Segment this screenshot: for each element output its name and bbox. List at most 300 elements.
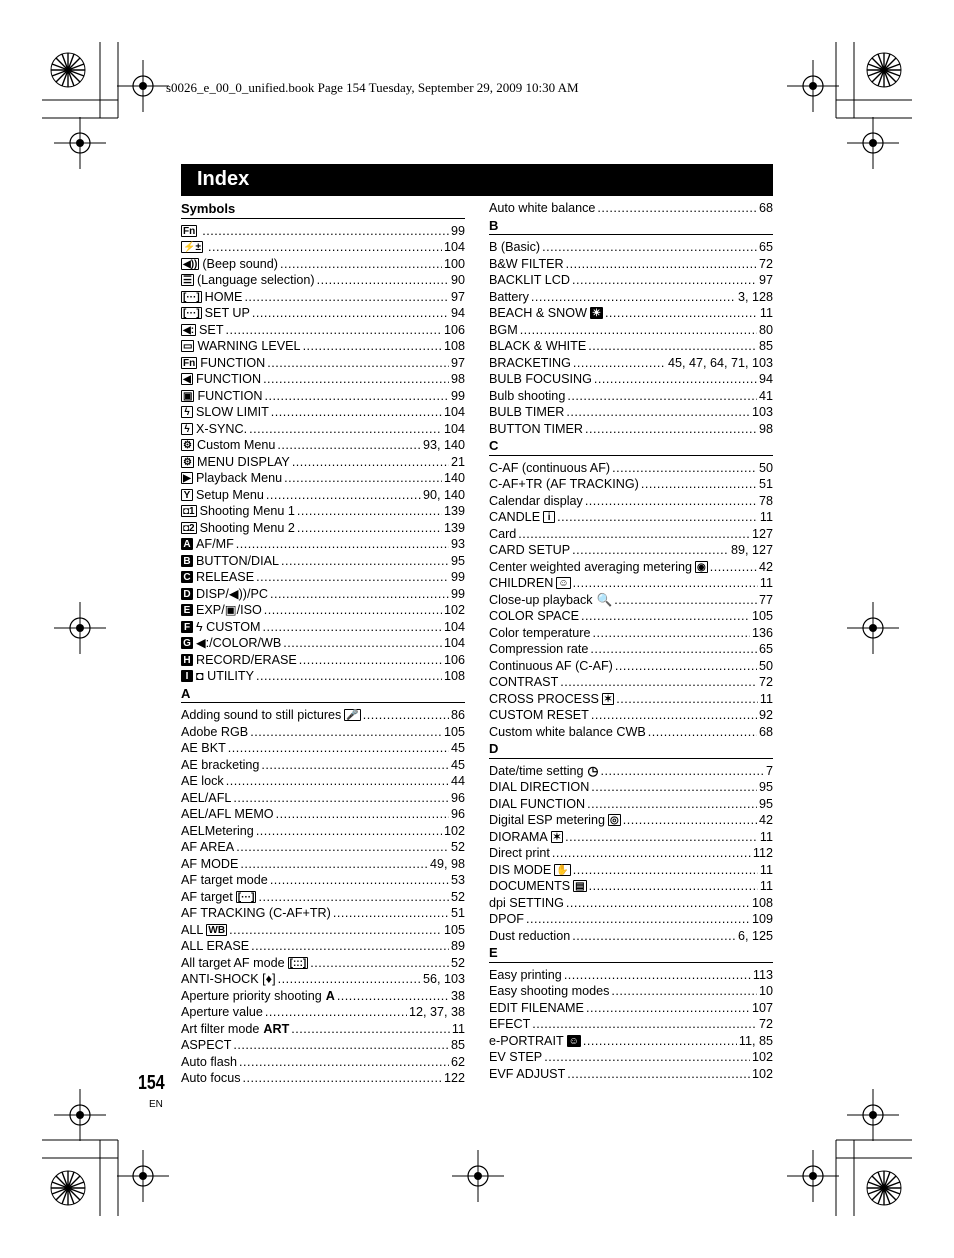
index-entry-label: Calendar display bbox=[489, 493, 583, 508]
index-entry bbox=[489, 862, 773, 879]
index-entry-label: ◘ UTILITY bbox=[196, 669, 254, 683]
index-entry bbox=[181, 635, 465, 652]
index-entry-term bbox=[489, 967, 562, 984]
index-entry-page: 104 bbox=[443, 619, 465, 634]
index-entry bbox=[489, 404, 773, 421]
index-entry-term bbox=[489, 200, 595, 217]
dot-leader bbox=[226, 773, 449, 790]
index-entry-term bbox=[489, 829, 563, 846]
index-entry-term bbox=[181, 553, 279, 570]
index-entry-label: ANTI-SHOCK [♦] bbox=[181, 972, 276, 986]
index-entry-term bbox=[181, 955, 308, 972]
index-entry-page: 52 bbox=[450, 889, 465, 904]
index-entry-term bbox=[489, 911, 524, 928]
dot-leader bbox=[229, 922, 442, 939]
index-entry-term bbox=[181, 905, 331, 922]
index-entry bbox=[181, 724, 465, 741]
dot-leader bbox=[291, 1021, 450, 1038]
index-entry-term bbox=[181, 1054, 237, 1071]
index-entry-page: 7 bbox=[765, 763, 773, 778]
index-entry-label: AF TRACKING (C-AF+TR) bbox=[181, 906, 331, 920]
index-entry-term bbox=[181, 740, 226, 757]
index-entry-label: BULB FOCUSING bbox=[489, 372, 592, 386]
index-entry-label: CARD SETUP bbox=[489, 543, 571, 557]
index-entry-page: 113 bbox=[752, 967, 773, 982]
index-entry-term bbox=[181, 839, 234, 856]
index-entry-page: 99 bbox=[450, 586, 465, 601]
dial-icon: ▣ bbox=[183, 390, 193, 402]
dot-leader bbox=[565, 829, 758, 846]
flash-compensation-icon: ⚡± bbox=[183, 242, 201, 254]
index-entry-page: 102 bbox=[751, 1066, 773, 1081]
dot-leader bbox=[299, 652, 442, 669]
dot-leader bbox=[572, 928, 736, 945]
index-entry-page: 77 bbox=[758, 592, 773, 607]
language-icon: ☰ bbox=[183, 275, 192, 287]
index-entry bbox=[489, 674, 773, 691]
tab-f-icon: F bbox=[181, 621, 193, 633]
index-entry-term bbox=[181, 272, 315, 289]
dot-leader bbox=[337, 988, 449, 1005]
dot-leader bbox=[243, 1070, 442, 1087]
tab-b-icon: B bbox=[181, 555, 193, 567]
index-entry-page: 11 bbox=[759, 862, 773, 877]
dot-leader bbox=[710, 559, 757, 576]
index-entry-term bbox=[489, 256, 564, 273]
index-entry-label: Center weighted averaging metering bbox=[489, 559, 693, 574]
index-entry-term bbox=[489, 608, 579, 625]
index-entry-term bbox=[489, 1016, 530, 1033]
index-entry-page: 100 bbox=[443, 256, 465, 271]
index-section-heading: E bbox=[489, 945, 773, 963]
index-entry bbox=[489, 421, 773, 438]
index-entry-page: 94 bbox=[758, 372, 773, 386]
index-entry bbox=[181, 586, 465, 603]
index-entry-page: 21 bbox=[450, 454, 465, 469]
dot-leader bbox=[572, 542, 729, 559]
dot-leader bbox=[586, 1000, 750, 1017]
index-entry bbox=[181, 355, 465, 372]
index-entry-label: Direct print bbox=[489, 846, 550, 860]
index-entry-label: BLACK & WHITE bbox=[489, 339, 587, 353]
index-entry bbox=[181, 305, 465, 322]
index-entry-label: Easy printing bbox=[489, 967, 562, 982]
index-entry-page: 90 bbox=[450, 273, 465, 287]
index-entry-term bbox=[489, 983, 609, 1000]
esp-metering-icon: ◎ bbox=[609, 815, 619, 827]
index-entry-term bbox=[181, 823, 254, 840]
dot-leader bbox=[526, 911, 750, 928]
index-entry-label: Shooting Menu 1 bbox=[199, 504, 295, 518]
index-entry-term bbox=[489, 542, 570, 559]
dot-leader bbox=[573, 355, 666, 372]
index-entry-term bbox=[181, 421, 247, 438]
index-entry-page: 106 bbox=[443, 652, 465, 667]
index-entry-page: 107 bbox=[751, 1000, 773, 1015]
index-entry bbox=[181, 740, 465, 757]
dot-leader bbox=[265, 1004, 407, 1021]
index-entry-page: 80 bbox=[758, 322, 773, 337]
index-entry-page: 99 bbox=[450, 570, 465, 584]
index-entry-term bbox=[489, 707, 589, 724]
dot-leader bbox=[228, 740, 449, 757]
index-entry-page: 105 bbox=[443, 922, 465, 937]
dot-leader bbox=[256, 668, 442, 685]
index-entry bbox=[181, 823, 465, 840]
tab-a-icon: A bbox=[181, 538, 193, 550]
index-entry-term bbox=[489, 460, 610, 477]
page-number: 154 bbox=[138, 1072, 165, 1094]
index-entry-label: RELEASE bbox=[196, 570, 255, 584]
index-entry-label: C-AF (continuous AF) bbox=[489, 460, 611, 475]
index-entry-label: Digital ESP metering bbox=[489, 813, 605, 827]
index-entry-term bbox=[489, 371, 592, 388]
index-entry-term bbox=[489, 674, 558, 691]
index-entry-label: Shooting Menu 2 bbox=[199, 520, 295, 535]
index-entry bbox=[489, 239, 773, 256]
index-entry-term bbox=[181, 1070, 241, 1087]
index-entry-page: 53 bbox=[450, 873, 465, 887]
dot-leader bbox=[240, 856, 428, 873]
index-entry-label: DIAL DIRECTION bbox=[489, 780, 590, 794]
index-entry-page: 56, 103 bbox=[422, 972, 465, 986]
index-entry-term bbox=[181, 536, 234, 553]
index-entry-page: 97 bbox=[450, 289, 465, 304]
index-entry-page: 11 bbox=[451, 1021, 465, 1036]
index-entry-label: Dust reduction bbox=[489, 928, 571, 943]
index-entry-label: EDIT FILENAME bbox=[489, 1000, 584, 1015]
index-entry bbox=[489, 305, 773, 322]
dot-leader bbox=[202, 223, 449, 240]
index-entry-page: 97 bbox=[758, 273, 773, 287]
dot-leader bbox=[263, 619, 442, 636]
index-entry bbox=[181, 1054, 465, 1071]
index-entry bbox=[489, 460, 773, 477]
index-entry-label: ALL ERASE bbox=[181, 939, 250, 953]
index-entry-term bbox=[489, 895, 564, 912]
index-entry-page: 65 bbox=[758, 240, 773, 254]
index-entry-page: 140 bbox=[443, 471, 465, 485]
index-entry-term bbox=[489, 763, 599, 780]
index-entry-page: 65 bbox=[758, 642, 773, 656]
index-entry-term bbox=[181, 569, 254, 586]
dot-leader bbox=[277, 437, 421, 454]
dot-leader bbox=[573, 575, 758, 592]
index-entry-term bbox=[489, 404, 564, 421]
index-entry-term bbox=[181, 305, 250, 322]
index-entry-term bbox=[489, 625, 591, 642]
index-entry bbox=[181, 272, 465, 289]
index-entry-label: COLOR SPACE bbox=[489, 609, 580, 623]
dot-leader bbox=[280, 256, 442, 273]
dot-leader bbox=[587, 796, 757, 813]
index-entry-term bbox=[489, 812, 621, 829]
index-entry-term bbox=[489, 575, 571, 592]
index-entry-term bbox=[489, 338, 586, 355]
index-entry-page: 42 bbox=[758, 813, 773, 827]
dot-leader bbox=[263, 371, 449, 388]
diorama-icon: ✶ bbox=[552, 831, 562, 843]
index-entry-label: X-SYNC. bbox=[196, 421, 248, 436]
index-entry-page: 112 bbox=[752, 846, 773, 860]
index-entry-term bbox=[181, 971, 276, 988]
index-entry-term bbox=[181, 388, 263, 405]
dot-leader bbox=[317, 272, 449, 289]
index-entry-page: 93 bbox=[450, 537, 465, 551]
index-entry-term bbox=[181, 988, 335, 1005]
index-entry-term bbox=[489, 355, 571, 372]
dot-leader bbox=[297, 520, 442, 537]
index-entry bbox=[181, 1004, 465, 1021]
index-entry-page: 11 bbox=[759, 829, 773, 844]
index-entry-label: Card bbox=[489, 526, 517, 541]
index-entry-page: 50 bbox=[758, 460, 773, 475]
index-entry-label: HOME bbox=[204, 289, 243, 304]
dot-leader bbox=[239, 1054, 449, 1071]
index-entry-label: DOCUMENTS bbox=[489, 879, 571, 893]
index-entry-page: 99 bbox=[450, 388, 465, 403]
index-entry-label: AEL/AFL MEMO bbox=[181, 807, 274, 821]
index-entry-term bbox=[181, 322, 224, 339]
index-entry bbox=[181, 707, 465, 724]
index-entry-label: EFECT bbox=[489, 1017, 531, 1031]
index-entry bbox=[489, 724, 773, 741]
index-entry bbox=[489, 526, 773, 543]
center-weighted-icon: ◉ bbox=[697, 561, 706, 573]
cross-process-icon: ✶ bbox=[603, 693, 613, 705]
index-entry-label: AEL/AFL bbox=[181, 790, 232, 805]
all-target-icon: [:::] bbox=[289, 957, 307, 969]
index-entry-label: CUSTOM RESET bbox=[489, 708, 589, 722]
dot-leader bbox=[276, 806, 449, 823]
dot-leader bbox=[265, 388, 449, 405]
index-entry bbox=[181, 668, 465, 685]
index-entry bbox=[181, 1070, 465, 1087]
index-entry-page: 41 bbox=[758, 388, 773, 403]
index-entry-page: 98 bbox=[758, 421, 773, 436]
index-entry-page: 96 bbox=[450, 807, 465, 821]
index-entry bbox=[181, 520, 465, 537]
flash-icon: ϟ bbox=[181, 423, 193, 435]
index-column-right bbox=[489, 200, 773, 1082]
index-entry-label: DIORAMA bbox=[489, 829, 548, 844]
index-entry bbox=[181, 322, 465, 339]
index-entry-label: BUTTON/DIAL bbox=[196, 553, 280, 568]
index-entry bbox=[489, 845, 773, 862]
index-entry-term bbox=[181, 889, 256, 906]
index-entry bbox=[181, 806, 465, 823]
index-entry-term bbox=[181, 1004, 263, 1021]
tab-g-icon: G bbox=[181, 637, 193, 649]
dis-mode-icon: ✋ bbox=[556, 864, 569, 876]
index-entry-label: FUNCTION bbox=[200, 355, 266, 370]
index-entry-term bbox=[181, 602, 262, 619]
dot-leader bbox=[648, 724, 757, 741]
index-entry-page: 44 bbox=[450, 774, 465, 788]
documents-icon: ▤ bbox=[575, 881, 585, 893]
file-info-header: s0026_e_00_0_unified.book Page 154 Tuesday, September 29, 2009 10:30 AM bbox=[166, 80, 579, 95]
index-entry-label: ϟ CUSTOM bbox=[196, 619, 261, 634]
index-entry-page: 95 bbox=[758, 796, 773, 811]
index-entry-label: Aperture value bbox=[181, 1005, 263, 1019]
index-entry-label: BACKLIT LCD bbox=[489, 273, 570, 287]
index-entry-term bbox=[181, 223, 200, 240]
index-entry bbox=[181, 503, 465, 520]
index-entry-label: BRACKETING bbox=[489, 355, 571, 370]
dot-leader bbox=[591, 779, 757, 796]
index-entry-page: 89 bbox=[450, 939, 465, 953]
dot-leader bbox=[531, 289, 736, 306]
dot-leader bbox=[292, 454, 449, 471]
dot-leader bbox=[597, 200, 757, 217]
index-entry bbox=[181, 773, 465, 790]
index-entry bbox=[181, 602, 465, 619]
index-entry-label: Battery bbox=[489, 289, 529, 304]
tab-h-icon: H bbox=[181, 654, 193, 666]
index-entry-page: 96 bbox=[450, 790, 465, 805]
index-entry bbox=[489, 895, 773, 912]
index-entry bbox=[489, 476, 773, 493]
index-entry bbox=[181, 856, 465, 873]
index-entry-term bbox=[181, 289, 242, 306]
dot-leader bbox=[615, 658, 757, 675]
index-entry-page: 92 bbox=[758, 708, 773, 722]
index-entry-term bbox=[181, 922, 227, 939]
index-entry-label: Continuous AF (C-AF) bbox=[489, 658, 613, 673]
index-entry bbox=[181, 1037, 465, 1054]
index-title-bar bbox=[181, 164, 773, 196]
index-entry-label: Close-up playback bbox=[489, 592, 593, 607]
dot-leader bbox=[208, 239, 442, 256]
wb-all-icon: WB bbox=[208, 924, 226, 936]
dot-leader bbox=[252, 305, 449, 322]
index-entry-page: 104 bbox=[443, 421, 465, 436]
index-entry-term bbox=[489, 272, 570, 289]
index-entry-page: 52 bbox=[450, 955, 465, 970]
index-entry bbox=[489, 542, 773, 559]
index-entry bbox=[181, 289, 465, 306]
index-entry-label: WARNING LEVEL bbox=[197, 339, 301, 353]
index-entry-label: Date/time setting bbox=[489, 763, 584, 778]
index-entry bbox=[489, 289, 773, 306]
index-entry-term bbox=[489, 421, 583, 438]
dot-leader bbox=[256, 569, 449, 586]
index-entry-term bbox=[181, 520, 295, 537]
index-entry bbox=[489, 707, 773, 724]
index-entry-term bbox=[489, 476, 639, 493]
index-entry bbox=[181, 470, 465, 487]
index-entry bbox=[181, 757, 465, 774]
index-entry bbox=[489, 983, 773, 1000]
left-button-icon: ◀ bbox=[181, 373, 193, 385]
index-entry bbox=[489, 322, 773, 339]
index-entry bbox=[181, 938, 465, 955]
dot-leader bbox=[244, 289, 449, 306]
index-entry-label: Aperture priority shooting bbox=[181, 988, 322, 1003]
index-entry bbox=[181, 619, 465, 636]
dot-leader bbox=[266, 487, 421, 504]
index-entry-page: 94 bbox=[450, 306, 465, 320]
magnifier-icon: 🔍 bbox=[596, 592, 613, 607]
dot-leader bbox=[270, 872, 449, 889]
index-entry-term bbox=[489, 724, 646, 741]
index-entry-page: 102 bbox=[751, 1050, 773, 1064]
index-entry-label: All target AF mode bbox=[181, 955, 285, 970]
dot-leader bbox=[283, 635, 442, 652]
index-entry bbox=[489, 658, 773, 675]
index-entry bbox=[489, 355, 773, 372]
index-entry bbox=[489, 967, 773, 984]
index-entry bbox=[489, 928, 773, 945]
index-entry-page: 45, 47, 64, 71, 103 bbox=[667, 355, 773, 370]
index-entry-term bbox=[181, 619, 261, 636]
index-entry bbox=[489, 625, 773, 642]
index-entry-label: AF AREA bbox=[181, 840, 235, 854]
index-section-heading: D bbox=[489, 741, 773, 759]
dot-leader bbox=[594, 371, 757, 388]
index-entry-page: 90, 140 bbox=[422, 487, 465, 502]
children-icon: ☺ bbox=[558, 578, 569, 590]
index-entry-term bbox=[181, 586, 268, 603]
dot-leader bbox=[256, 823, 442, 840]
dot-leader bbox=[566, 404, 750, 421]
index-entry-term bbox=[489, 845, 550, 862]
index-entry bbox=[181, 652, 465, 669]
index-entry-page: 11, 85 bbox=[738, 1033, 773, 1048]
dot-leader bbox=[261, 757, 449, 774]
index-entry-page: 86 bbox=[450, 708, 465, 722]
dot-leader bbox=[333, 905, 449, 922]
index-entry bbox=[181, 256, 465, 273]
index-entry bbox=[489, 1066, 773, 1083]
index-entry-term bbox=[181, 454, 290, 471]
index-entry-term bbox=[489, 796, 585, 813]
index-entry-page: 45 bbox=[450, 757, 465, 772]
index-entry-label: Auto flash bbox=[181, 1054, 238, 1069]
beep-sound-icon: ◀)) bbox=[183, 258, 198, 270]
index-entry-page: 127 bbox=[751, 526, 773, 541]
index-entry-label: Adding sound to still pictures bbox=[181, 708, 342, 722]
dot-leader bbox=[264, 602, 442, 619]
index-section-heading: C bbox=[489, 438, 773, 456]
index-entry bbox=[181, 338, 465, 355]
index-entry-label: Auto focus bbox=[181, 1071, 241, 1085]
index-entry-page: 108 bbox=[443, 669, 465, 683]
index-entry-label: AELMetering bbox=[181, 823, 254, 838]
index-entry-term bbox=[489, 779, 589, 796]
index-entry-term bbox=[181, 806, 274, 823]
dot-leader bbox=[641, 476, 757, 493]
dot-leader bbox=[236, 839, 449, 856]
index-entry-term bbox=[489, 1066, 565, 1083]
index-entry bbox=[489, 493, 773, 510]
index-entry-label: BGM bbox=[489, 322, 518, 337]
dot-leader bbox=[226, 322, 442, 339]
index-entry-label: B&W FILTER bbox=[489, 256, 564, 271]
index-entry-term bbox=[181, 757, 259, 774]
dot-leader bbox=[611, 983, 757, 1000]
index-entry-term bbox=[489, 526, 516, 543]
index-entry bbox=[181, 839, 465, 856]
dot-leader bbox=[557, 509, 758, 526]
dot-leader bbox=[616, 691, 758, 708]
index-entry bbox=[181, 905, 465, 922]
index-entry-term bbox=[489, 388, 565, 405]
index-entry-page: 42 bbox=[758, 559, 773, 574]
index-entry-page: 108 bbox=[751, 895, 773, 910]
index-entry bbox=[489, 691, 773, 708]
index-entry-label: SET bbox=[199, 322, 224, 337]
